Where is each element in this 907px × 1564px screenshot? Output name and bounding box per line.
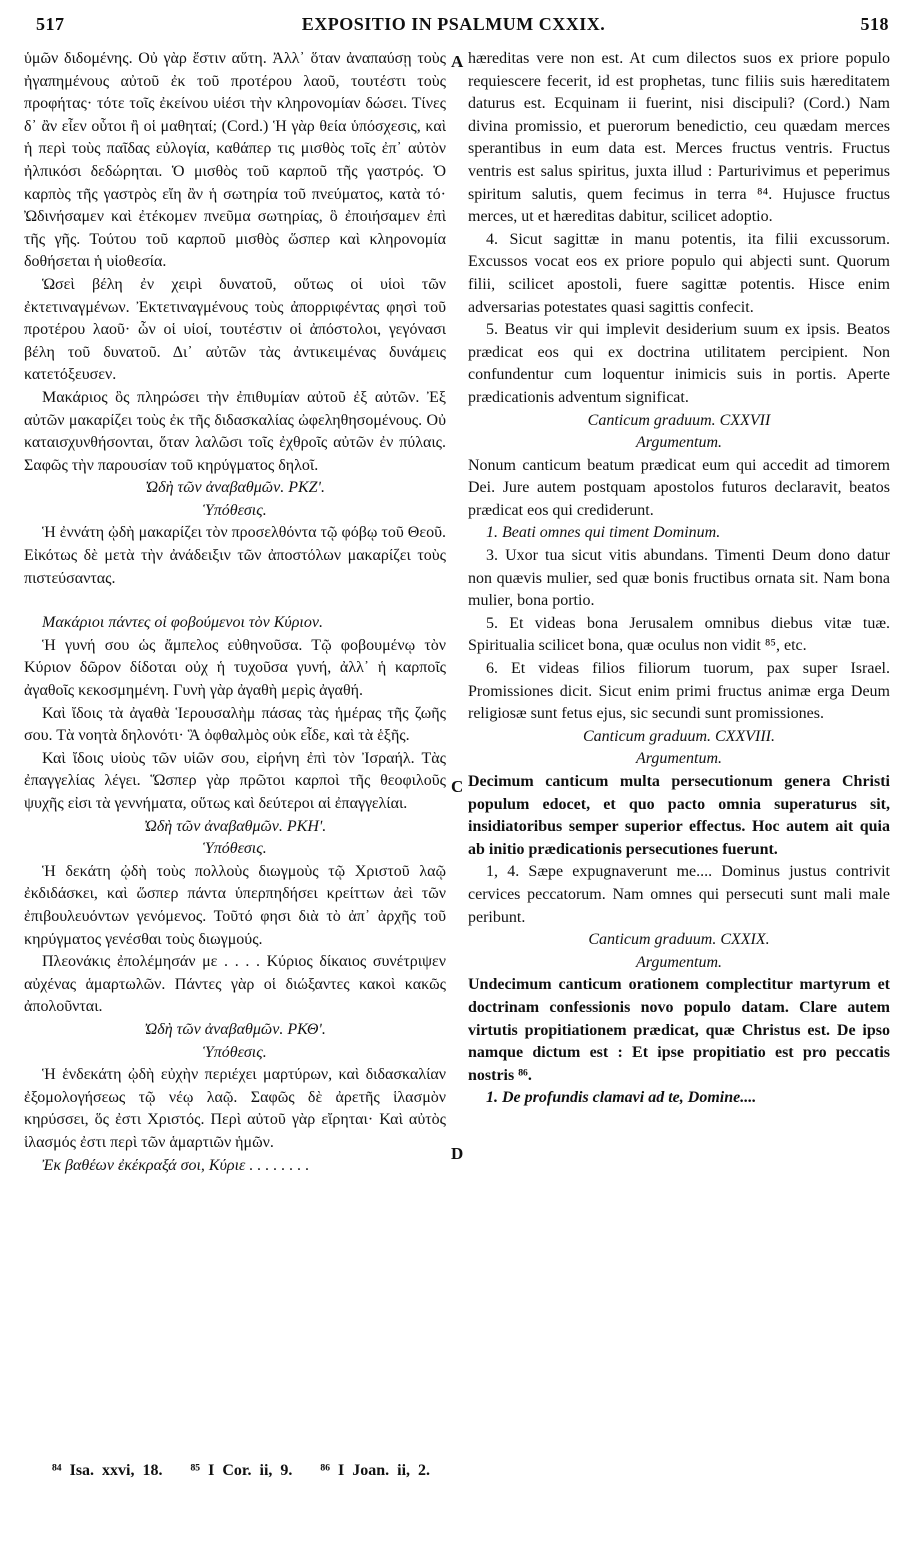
footnotes xyxy=(52,1462,450,1480)
greek-argument: Ἡ ἐννάτη ᾠδὴ μακαρίζει τὸν προσελθόντα τῷ φόβῳ τοῦ Θεοῦ. Εἰκότως δὲ μετὰ τὴν ἀνάδειξιν τῶν ἀποστόλων μακαρίζει τοὺς πιστεύσαντας. xyxy=(24,524,446,587)
latin-paragraph: 4. Sicut sagittæ in manu potentis, ita filii excussorum. Excussos vocat eos ex priore populo qui abjecti sunt. Quorum filii, scilicet apostoli, fuere sagittæ potentis. Hisce enim adversarias potestates quasi sagittis confecit. xyxy=(468,230,890,316)
greek-verse: Ἐκ βαθέων ἐκέκραξά σοι, Κύριε . . . . . . . . xyxy=(42,1156,310,1174)
latin-verse: 3. Uxor tua sicut vitis abundans. Timenti Deum dono datur non quævis mulier, sed quæ bonis fructibus ornata sit. Nam bona mulier, bona portio. xyxy=(468,547,890,610)
footnote: ⁸⁶ I Joan. ii, 2. xyxy=(320,1462,431,1479)
greek-argument: Ἡ ἑνδεκάτη ᾠδὴ εὐχὴν περιέχει μαρτύρων, καὶ διδασκαλίαν ἐξομολογήσεως τῷ νέῳ λαῷ. Σαφῶς δὲ ἀρετῆς ἱλασμὸν κηρύσσει, ὅς ἐστι Χριστός. Περὶ αὐτοῦ γὰρ εἴρηται· Καὶ αὐτὸς ἱλασμός ἐστι περὶ τῶν ἁμαρτιῶν ἡμῶν. xyxy=(24,1066,446,1151)
latin-verse: 1. De profundis clamavi ad te, Domine.... xyxy=(486,1089,757,1107)
latin-verse: 1. Beati omnes qui timent Dominum. xyxy=(486,524,721,542)
latin-argument: Undecimum canticum orationem complectitur martyrum et doctrinam confessionis novo populo datam. Clare autem virtutis propitiationem prædicat, quæ Christus est. De ipso namque dictum est : Et ipse propitiatio est pro peccatis nostris ⁸⁶. xyxy=(468,976,890,1084)
latin-argument-label: Argumentum. xyxy=(635,953,723,971)
greek-paragraph: Μακάριος ὃς πληρώσει τὴν ἐπιθυμίαν αὐτοῦ ἐξ αὐτῶν. Ἐξ αὐτῶν μακαρίζει τοὺς ἐκ τῆς διδασκαλίας ὠφεληθησομένους. Οὐ καταισχυνθήσονται, ὅταν λαλῶσι τοῖς ἐχθροῖς αὐτῶν ἐν πύλαις. Σαφῶς τὴν παρουσίαν τοῦ κηρύγματος δηλοῖ. xyxy=(24,388,446,474)
greek-verse: Πλεονάκις ἐπολέμησάν με . . . . Κύριος δίκαιος συνέτριψεν αὐχένας ἁμαρτωλῶν. Πάντες γὰρ οἱ διώξαντες κακοὶ κακῶς ἀπολοῦνται. xyxy=(24,953,446,1016)
latin-psalm-heading-127: Canticum graduum. CXXVII xyxy=(587,411,771,429)
latin-paragraph: hæreditas vere non est. At cum dilectos suos ex priore populo requiescere fecerit, id est prophetas, tunc filiis suis hæreditatem daturus est. Ecquinam ii fuerint, nisi discipuli? (Cord.) Nam divina promissio, et puerorum benedictio, ceu quædam merces sperantibus in eum data est. Merces fructus ventris. Fructus ventris est salus spiritus, juxta illud : Parturivimus et peperimus spiritum salutis, quem fecimus in terra ⁸⁴. Hujusce fructus merces, ut et hæreditas dabitur, scilicet adoptio. xyxy=(468,50,890,226)
page-number-right: 518 xyxy=(860,14,889,34)
latin-verse: 1, 4. Sæpe expugnaverunt me.... Dominus justus contrivit cervices peccatorum. Nam omnes qui persecuti sunt mali male peribunt. xyxy=(468,863,890,926)
greek-paragraph: ὑμῶν διδομένης. Οὐ γὰρ ἔστιν αὕτη. Ἀλλ᾽ ὅταν ἀναπαύσῃ τοὺς ἠγαπημένους αὐτοῦ ἐκ τοῦ προτέρου λαοῦ, τουτέστι τοὺς προφήτας· τότε τοῖς ἐκείνου υἱέσι τὴν κληρονομίαν δώσει. Τίνες δ᾽ ἂν εἶεν οὗτοι ἢ οἱ μαθηταί; (Cord.) Ἡ γὰρ θεία ὑπόσχεσις, καὶ ἡ περὶ τοὺς παῖδας εὐλογία, καθάπερ τις μισθὸς τοῖς ἐπ᾽ αὐτὸν ἠλπικόσι δεδώρηται. Ὁ μισθὸς τοῦ καρποῦ τῆς γαστρός. Ὁ καρπὸς τῆς γαστρὸς εἴη ἂν ἡ σωτηρία τοῦ πνεύματος, κατὰ τό· Ὠδινήσαμεν καὶ ἐτέκομεν πνεῦμα σωτηρίας, ὃ ἐποιήσαμεν ἐπὶ τῆς γῆς. Τούτου τοῦ καρποῦ μισθὸς ὥσπερ καὶ κληρονομία δοθήσεται ἡ υἱοθεσία. xyxy=(24,50,446,271)
greek-verse: Μακάριοι πάντες οἱ φοβούμενοι τὸν Κύριον. xyxy=(42,614,323,632)
latin-argument: Nonum canticum beatum prædicat eum qui accedit ad timorem Dei. Jure autem postquam apostolos futuros declaravit, beatos prædicat eos qui crediderunt. xyxy=(468,456,890,519)
latin-argument-label: Argumentum. xyxy=(635,434,723,452)
latin-argument-label: Argumentum. xyxy=(635,750,723,768)
latin-argument: Decimum canticum multa persecutionum genera Christi populum edocet, et quo pacto omnia superaturus sit, insidiatoribus semper superior effectus. Hoc autem ait quia ab initio prædicationis persecutiones fuerunt. xyxy=(468,773,890,858)
greek-psalm-heading-129: Ὠδὴ τῶν ἀναβαθμῶν. ΡΚΘʹ. xyxy=(144,1020,326,1038)
greek-hypothesis-label: Ὑπόθεσις. xyxy=(203,501,267,519)
greek-verse: Ἡ γυνή σου ὡς ἄμπελος εὐθηνοῦσα. Τῷ φοβουμένῳ τὸν Κύριον δῶρον δίδοται οὐχ ἡ τυχοῦσα γυνή, ἀλλ᾽ ἡ καρποῖς ἀγαθοῖς κεκοσμημένη. Γυνὴ γὰρ ἀγαθὴ μερὶς ἀγαθή. xyxy=(24,636,446,700)
footnote: ⁸⁴ Isa. xxvi, 18. xyxy=(52,1462,163,1479)
greek-verse: Καὶ ἴδοις υἱοὺς τῶν υἱῶν σου, εἰρήνη ἐπὶ τὸν Ἰσραήλ. Τὰς ἐπαγγελίας λέγει. Ὥσπερ γὰρ πρῶτοι καρποὶ τῆς θεοφιλοῦς ψυχῆς εἰσι τὰ γεννήματα, οὕτως καὶ δεύτεροι αἱ ἐπαγγελίαι. xyxy=(24,749,446,812)
margin-marker: A xyxy=(451,52,464,71)
running-title: EXPOSITIO IN PSALMUM CXXIX. xyxy=(301,14,606,34)
greek-hypothesis-label: Ὑπόθεσις. xyxy=(203,840,267,858)
greek-psalm-heading-128: Ὠδὴ τῶν ἀναβαθμῶν. ΡΚΗʹ. xyxy=(143,817,327,835)
margin-marker: D xyxy=(451,1144,464,1163)
greek-verse: Καὶ ἴδοις τὰ ἀγαθὰ Ἱερουσαλὴμ πάσας τὰς ἡμέρας τῆς ζωῆς σου. Τὰ νοητὰ δηλονότι· Ἃ ὀφθαλμὸς οὐκ εἶδε, καὶ τὰ ἑξῆς. xyxy=(24,704,446,745)
page-number-left: 517 xyxy=(36,14,65,34)
latin-paragraph: 5. Beatus vir qui implevit desiderium suum ex ipsis. Beatos prædicat eos qui ex doctrina utilitatem percipient. Non confundentur cum loquentur inimicis suis in portis. Aperte prædicationis adventum significat. xyxy=(468,321,890,406)
latin-verse: 6. Et videas filios filiorum tuorum, pax super Israel. Promissiones dicit. Sicut enim primi fructus animæ erga Deum religiosæ sunt fetus ejus, sic secundi sunt promissiones. xyxy=(468,660,890,723)
greek-hypothesis-label: Ὑπόθεσις. xyxy=(203,1043,267,1061)
footnote: ⁸⁵ I Cor. ii, 9. xyxy=(190,1462,293,1479)
latin-column xyxy=(468,48,890,1110)
latin-verse: 5. Et videas bona Jerusalem omnibus diebus vitæ tuæ. Spiritualia scilicet bona, quæ oculus non vidit ⁸⁵, etc. xyxy=(468,614,890,655)
margin-marker: C xyxy=(451,777,464,796)
greek-column xyxy=(24,48,446,1177)
greek-paragraph: Ὡσεὶ βέλη ἐν χειρὶ δυνατοῦ, οὕτως οἱ υἱοὶ τῶν ἐκτετιναγμένων. Ἐκτετιναγμένους τοὺς ἀπορριφέντας φησὶ τοῦ προτέρου λαοῦ· ὧν οἱ υἱοί, τουτέστιν οἱ ἀπόστολοι, γεγόνασι βέλη τοῦ δυνατοῦ. Δι᾽ αὐτῶν τὰς ἀντικειμένας δυνάμεις κατετόξευσεν. xyxy=(24,275,446,384)
latin-psalm-heading-128: Canticum graduum. CXXVIII. xyxy=(583,727,775,745)
latin-psalm-heading-129: Canticum graduum. CXXIX. xyxy=(588,931,770,949)
greek-argument: Ἡ δεκάτη ᾠδὴ τοὺς πολλοὺς διωγμοὺς τῷ Χριστοῦ λαῷ ἐκδιδάσκει, καὶ ὥσπερ πάντα ὑπερπηδήσει κρείττων ἀεὶ τῶν ἐπιβουλευόντων γενόμενος. Τοῦτό φησι διὰ τὸ ἀπ᾽ ἀρχῆς τοῦ κηρύγματος γενέσθαι τοὺς διωγμούς. xyxy=(24,862,446,948)
greek-psalm-heading-127: Ὠδὴ τῶν ἀναβαθμῶν. ΡΚΖʹ. xyxy=(145,479,325,497)
